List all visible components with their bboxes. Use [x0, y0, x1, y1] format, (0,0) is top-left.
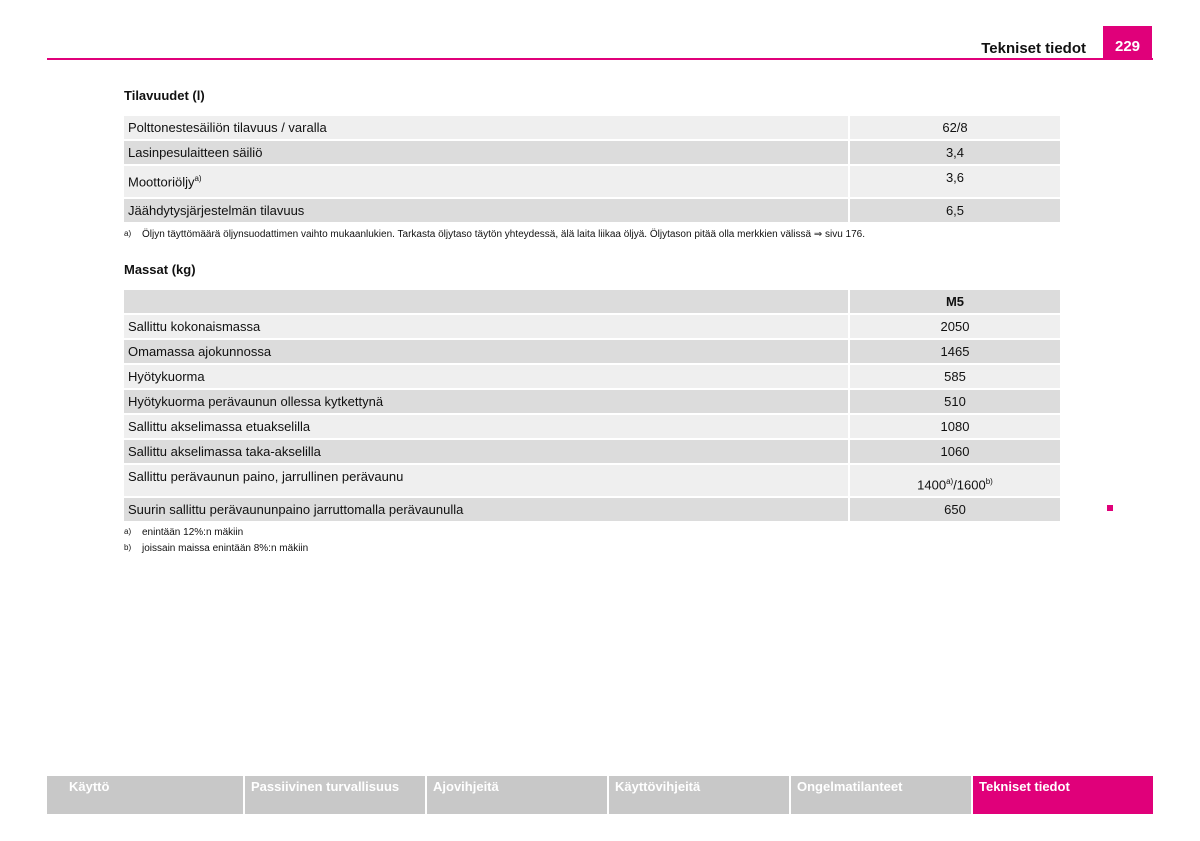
row-label: Suurin sallittu perävaununpaino jarruttomalla perävaunulla — [124, 498, 848, 523]
table-row — [124, 315, 1060, 340]
page-number: 229 — [1103, 26, 1152, 60]
nav-tab-ongelmatilanteet[interactable]: Ongelmatilanteet — [791, 776, 971, 814]
table-row — [124, 116, 1060, 141]
row-value: 3,4 — [848, 141, 1060, 166]
table-row — [124, 365, 1060, 390]
header-empty-cell — [124, 290, 848, 315]
footnote-text: joissain maissa enintään 8%:n mäkiin — [142, 543, 309, 554]
row-label: Lasinpesulaitteen säiliö — [124, 141, 848, 166]
row-value: 2050 — [848, 315, 1060, 340]
header-title: Tekniset tiedot — [981, 40, 1086, 57]
footnote-mark: b) — [124, 543, 132, 552]
footnote-ref: a) — [194, 173, 202, 183]
row-value: 3,6 — [848, 166, 1060, 199]
table-row — [124, 166, 1060, 199]
footnote-text: enintään 12%:n mäkiin — [142, 527, 244, 538]
section-end-marker — [1107, 505, 1113, 511]
volumes-footnote — [124, 229, 865, 240]
volumes-table — [124, 116, 1060, 224]
masses-footnote — [124, 543, 308, 554]
table-row — [124, 199, 1060, 224]
table-row — [124, 465, 1060, 498]
header-rule — [47, 58, 1153, 60]
row-value: 650 — [848, 498, 1060, 523]
footnote-mark: a) — [124, 229, 132, 238]
row-value: 1060 — [848, 440, 1060, 465]
row-value: 6,5 — [848, 199, 1060, 224]
row-label: Polttonestesäiliön tilavuus / varalla — [124, 116, 848, 141]
footnote-ref: b) — [985, 476, 993, 486]
table-row — [124, 141, 1060, 166]
row-label: Sallittu akselimassa taka-akselilla — [124, 440, 848, 465]
table-row — [124, 415, 1060, 440]
table-row — [124, 440, 1060, 465]
row-label: Sallittu kokonaismassa — [124, 315, 848, 340]
row-value: 1400$^{a)}$/1600$^{b)}$ — [848, 465, 1060, 498]
row-value: 510 — [848, 390, 1060, 415]
footnote-ref: a) — [946, 476, 954, 486]
table-row — [124, 498, 1060, 523]
masses-footnote — [124, 527, 243, 538]
volumes-title: Tilavuudet (l) — [124, 88, 205, 103]
row-label: Moottoriöljy$^{a)}$ — [124, 166, 848, 199]
row-value: 1080 — [848, 415, 1060, 440]
nav-tab-kaytto[interactable]: Käyttö — [47, 776, 243, 814]
footnote-text: Öljyn täyttömäärä öljynsuodattimen vaihto mukaanlukien. Tarkasta öljytaso täytön yhteydessä, älä laita liikaa öljyä. Öljytason pitää olla merkkien välissä ⇒ sivu 176. — [142, 229, 866, 240]
masses-title: Massat (kg) — [124, 262, 196, 277]
row-label: Hyötykuorma perävaunun ollessa kytkettynä — [124, 390, 848, 415]
masses-table — [124, 290, 1060, 523]
nav-tab-kayttovihjeita[interactable]: Käyttövihjeitä — [609, 776, 789, 814]
row-value: 62/8 — [848, 116, 1060, 141]
row-value: 585 — [848, 365, 1060, 390]
nav-tab-ajovihjeita[interactable]: Ajovihjeitä — [427, 776, 607, 814]
bottom-nav — [47, 776, 1153, 814]
row-label: Hyötykuorma — [124, 365, 848, 390]
footnote-mark: a) — [124, 527, 132, 536]
nav-tab-tekniset-tiedot[interactable]: Tekniset tiedot — [973, 776, 1153, 814]
row-label: Omamassa ajokunnossa — [124, 340, 848, 365]
column-header: M5 — [848, 290, 1060, 315]
table-row — [124, 390, 1060, 415]
row-label: Sallittu perävaunun paino, jarrullinen perävaunu — [124, 465, 848, 498]
nav-tab-passiivinen-turvallisuus[interactable]: Passiivinen turvallisuus — [245, 776, 425, 814]
row-label: Jäähdytysjärjestelmän tilavuus — [124, 199, 848, 224]
table-header-row — [124, 290, 1060, 315]
table-row — [124, 340, 1060, 365]
row-value: 1465 — [848, 340, 1060, 365]
row-label: Sallittu akselimassa etuakselilla — [124, 415, 848, 440]
